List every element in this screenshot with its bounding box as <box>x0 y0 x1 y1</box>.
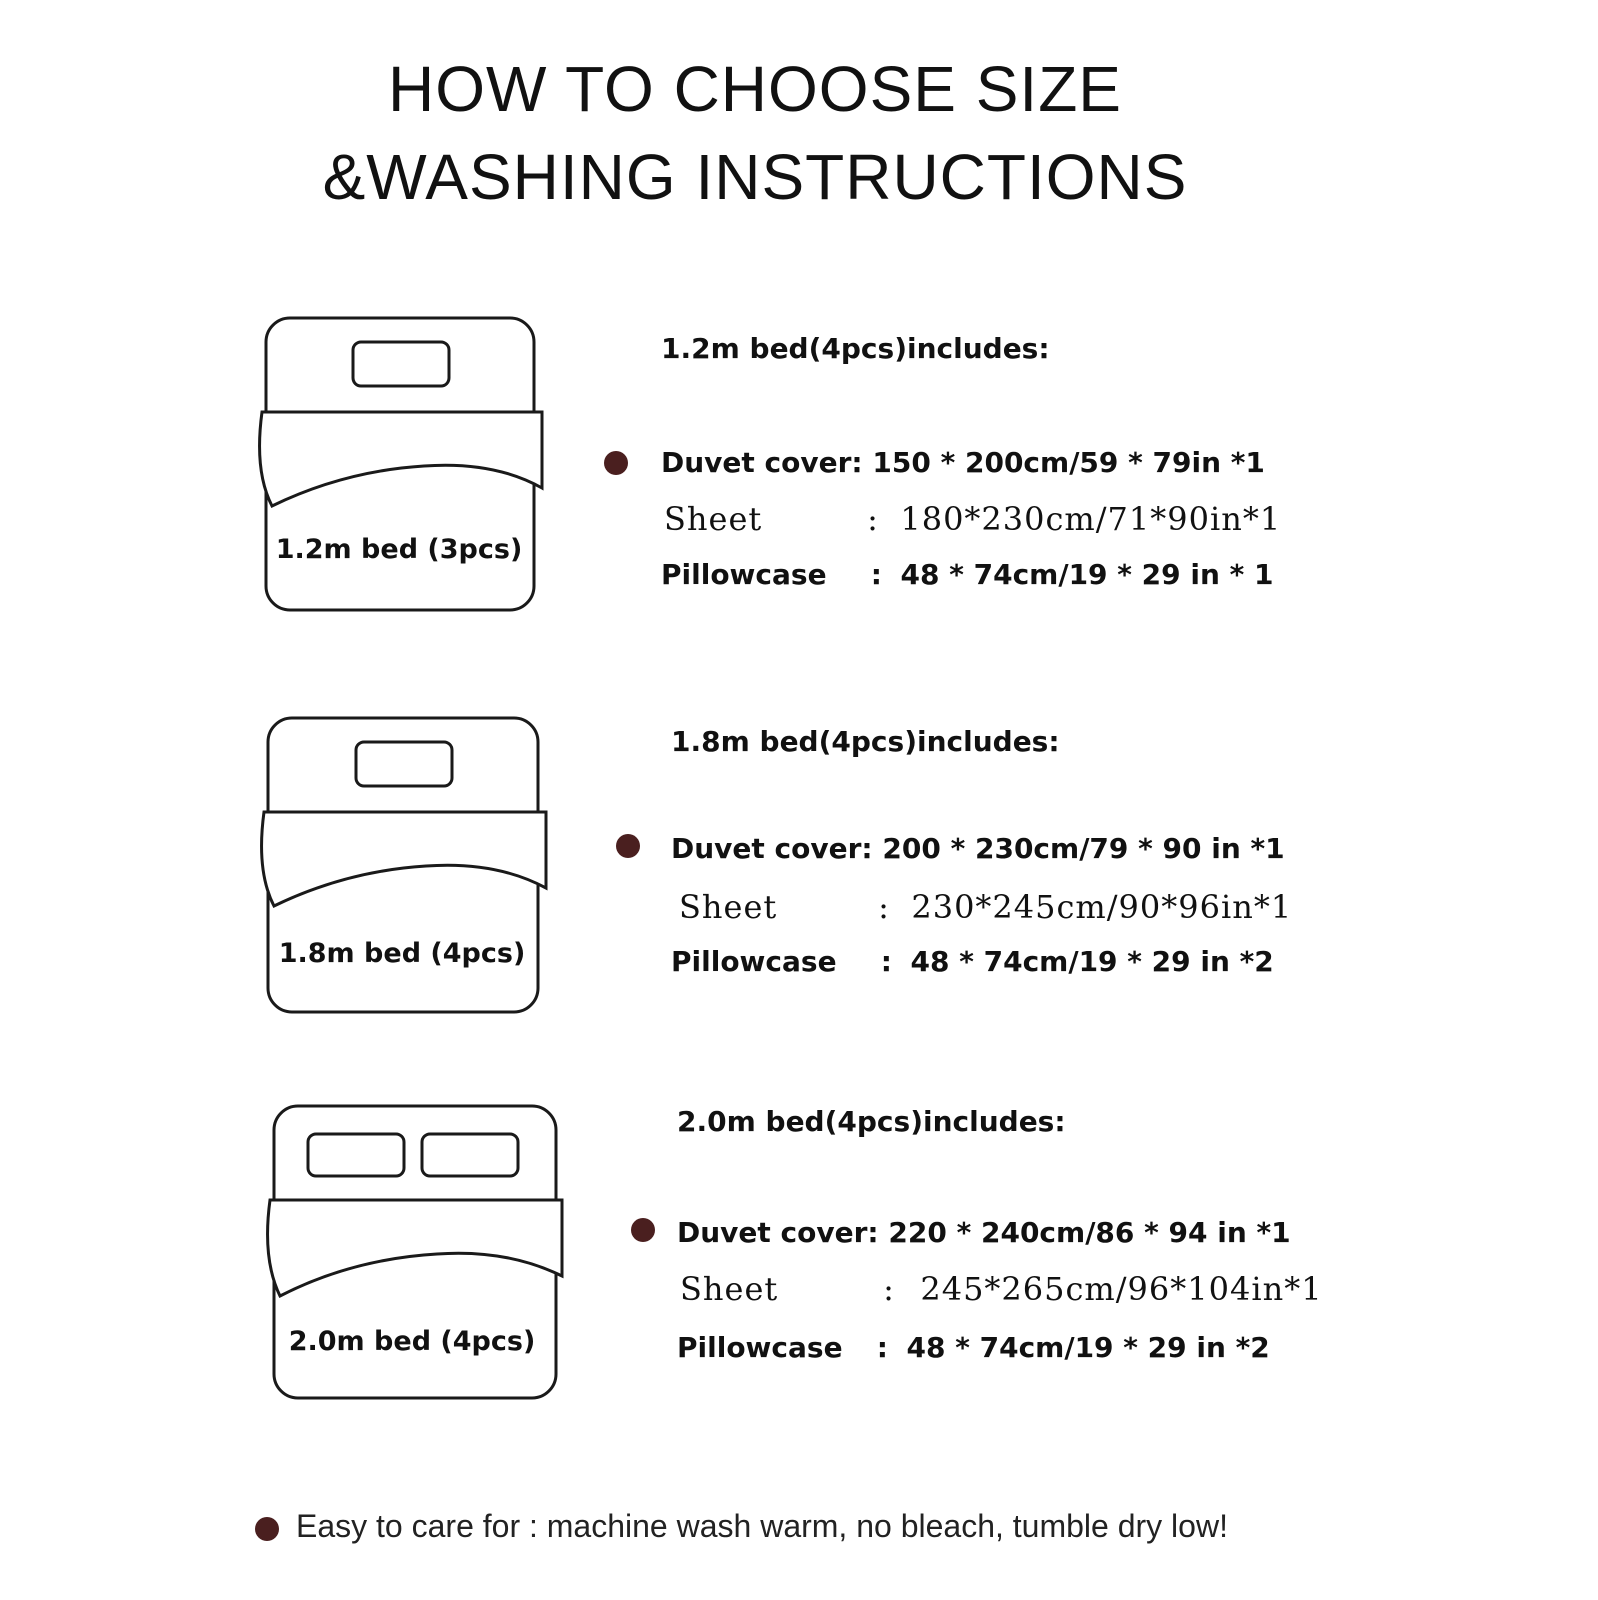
pillowcase-label: Pillowcase <box>661 558 827 591</box>
pillowcase-colon: : <box>880 945 892 978</box>
pillowcase-value: 48 * 74cm/19 * 29 in *2 <box>906 1331 1270 1364</box>
pillowcase-label: Pillowcase <box>671 945 837 978</box>
bed-outline-icon <box>256 716 548 1016</box>
bed-diagram-single <box>254 316 544 616</box>
pillow-icon <box>308 1134 404 1176</box>
bed-outline-icon <box>262 1104 562 1404</box>
duvet-row <box>677 1216 1291 1249</box>
bed-label: 1.2m bed (3pcs) <box>275 534 523 565</box>
sheet-row <box>664 500 1281 538</box>
section-heading: 1.2m bed(4pcs)includes: <box>661 332 1050 365</box>
duvet-row <box>661 446 1265 479</box>
title-line-2: &WASHING INSTRUCTIONS <box>322 141 1188 213</box>
duvet-label: Duvet cover: <box>661 446 863 479</box>
sheet-colon: : <box>867 500 879 538</box>
sheet-value: 230*245cm/90*96in*1 <box>911 888 1293 926</box>
duvet-row <box>671 832 1285 865</box>
bullet-icon <box>604 451 628 475</box>
pillowcase-label: Pillowcase <box>677 1331 843 1364</box>
pillowcase-row <box>661 558 1274 591</box>
pillowcase-row <box>671 945 1274 978</box>
bullet-icon <box>616 834 640 858</box>
pillow-icon <box>422 1134 518 1176</box>
sheet-label: Sheet <box>679 888 778 926</box>
bed-diagram-double <box>262 1104 562 1404</box>
title-line-1: HOW TO CHOOSE SIZE <box>388 53 1122 125</box>
sheet-label: Sheet <box>664 500 763 538</box>
sheet-row <box>680 1270 1323 1308</box>
sheet-value: 245*265cm/96*104in*1 <box>920 1270 1323 1308</box>
pillowcase-colon: : <box>870 558 882 591</box>
pillow-icon <box>356 742 452 786</box>
pillowcase-colon: : <box>876 1331 888 1364</box>
pillowcase-row <box>677 1331 1270 1364</box>
sheet-colon: : <box>878 888 890 926</box>
sheet-value: 180*230cm/71*90in*1 <box>900 500 1282 538</box>
duvet-value: 150 * 200cm/59 * 79in *1 <box>872 446 1265 479</box>
pillow-icon <box>353 342 449 386</box>
bullet-icon <box>631 1218 655 1242</box>
duvet-value: 200 * 230cm/79 * 90 in *1 <box>882 832 1285 865</box>
bullet-icon <box>255 1517 279 1541</box>
duvet-label: Duvet cover: <box>677 1216 879 1249</box>
sheet-row <box>679 888 1292 926</box>
pillowcase-value: 48 * 74cm/19 * 29 in * 1 <box>900 558 1274 591</box>
duvet-label: Duvet cover: <box>671 832 873 865</box>
sheet-label: Sheet <box>680 1270 779 1308</box>
section-heading: 2.0m bed(4pcs)includes: <box>677 1105 1066 1138</box>
care-instructions: Easy to care for : machine wash warm, no bleach, tumble dry low! <box>296 1508 1228 1544</box>
section-heading: 1.8m bed(4pcs)includes: <box>671 725 1060 758</box>
duvet-value: 220 * 240cm/86 * 94 in *1 <box>888 1216 1291 1249</box>
bed-diagram-single <box>256 716 548 1016</box>
bed-label: 1.8m bed (4pcs) <box>278 938 526 969</box>
pillowcase-value: 48 * 74cm/19 * 29 in *2 <box>910 945 1274 978</box>
bed-label: 2.0m bed (4pcs) <box>288 1326 536 1357</box>
sheet-colon: : <box>883 1270 895 1308</box>
bed-outline-icon <box>254 316 544 616</box>
